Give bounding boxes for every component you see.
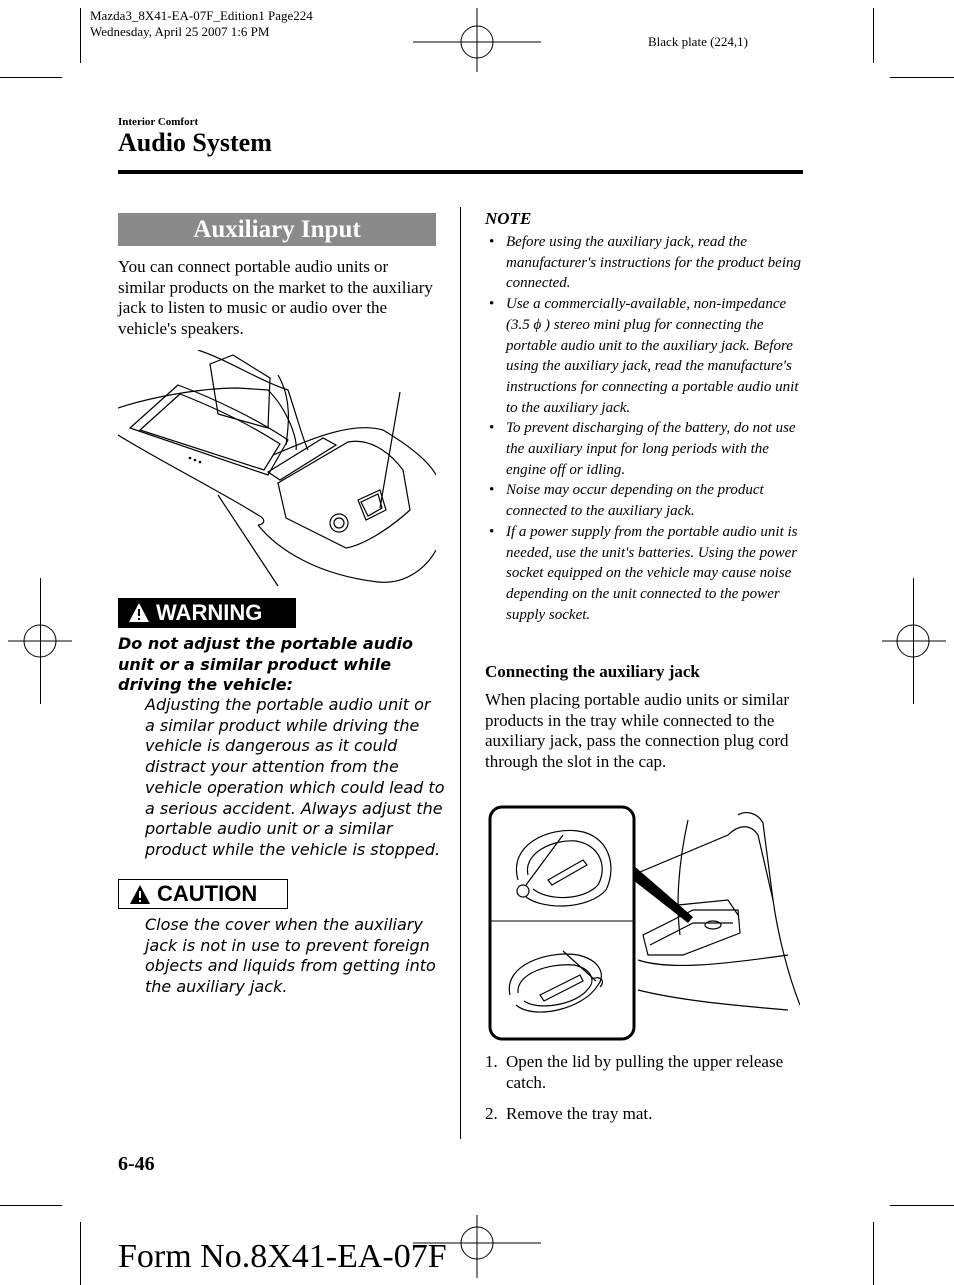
step-text: Open the lid by pulling the upper release catch. [506, 1052, 784, 1092]
caution-body-text: Close the cover when the auxiliary jack is not in use to prevent foreign objects and liquids from getting into the auxiliary jack. [145, 915, 436, 997]
page-title: Audio System [118, 128, 272, 157]
console-illustration [118, 350, 436, 590]
step-item [485, 1104, 803, 1125]
step-item [485, 1052, 803, 1093]
step-number: 2. [485, 1104, 498, 1124]
print-line-1: Mazda3_8X41-EA-07F_Edition1 Page224 [90, 8, 313, 23]
warning-lead-text: Do not adjust the portable audio unit or a similar product while driving the vehicle: [118, 634, 414, 695]
caution-triangle-icon [129, 884, 151, 906]
warning-body-text: Adjusting the portable audio unit or a similar product while driving the vehicle is dangerous as it could distract your attention from the vehicle operation which could lead to a serious accident. Always adjust the portable audio unit or a similar product while the vehicle is stopped. [145, 695, 445, 859]
caution-label: CAUTION [157, 881, 258, 906]
note-item: • Noise may occur depending on the product connected to the auxiliary jack. [485, 480, 803, 521]
note-item: • Before using the auxiliary jack, read the manufacturer's instructions for the product being connected. [485, 232, 803, 294]
note-item: • If a power supply from the portable audio unit is needed, use the unit's batteries. Using the power socket equipped on the vehicle may cause noise depending on the unit connected to the power supply socket. [485, 522, 803, 626]
print-line-2: Wednesday, April 25 2007 1:6 PM [90, 24, 270, 39]
column-divider [460, 207, 461, 1139]
caution-label-box [118, 879, 288, 909]
note-list [485, 232, 803, 625]
intro-paragraph: You can connect portable audio units or similar products on the market to the auxiliary jack to listen to music or audio over the vehicle's speakers. [118, 257, 433, 339]
warning-label-box [118, 598, 296, 628]
title-rule [118, 170, 803, 174]
warning-triangle-icon [128, 602, 150, 624]
topic-banner: Auxiliary Input [118, 213, 436, 246]
step-number: 1. [485, 1052, 498, 1071]
note-item: • To prevent discharging of the battery, do not use the auxiliary input for long periods with the engine off or idling. [485, 418, 803, 480]
connecting-heading: Connecting the auxiliary jack [485, 662, 700, 681]
print-info [90, 8, 313, 40]
note-title: NOTE [485, 209, 532, 228]
step-text: Remove the tray mat. [506, 1104, 653, 1124]
tray-cap-illustration [488, 805, 800, 1043]
section-category: Interior Comfort [118, 116, 199, 128]
form-number: Form No.8X41-EA-07F [118, 1238, 447, 1275]
plate-info: Black plate (224,1) [648, 34, 748, 49]
steps-list [485, 1052, 803, 1136]
note-item: • Use a commercially-available, non-impedance (3.5 ϕ ) stereo mini plug for connecting the portable audio unit to the auxiliary jack. Before using the auxiliary jack, read the manufacture's instructions for connecting a portable audio unit to the auxiliary jack. [485, 294, 803, 418]
page-number: 6-46 [118, 1153, 155, 1175]
warning-label: WARNING [156, 600, 263, 625]
connecting-paragraph: When placing portable audio units or similar products in the tray while connected to the auxiliary jack, pass the connection plug cord through the slot in the cap. [485, 690, 790, 772]
